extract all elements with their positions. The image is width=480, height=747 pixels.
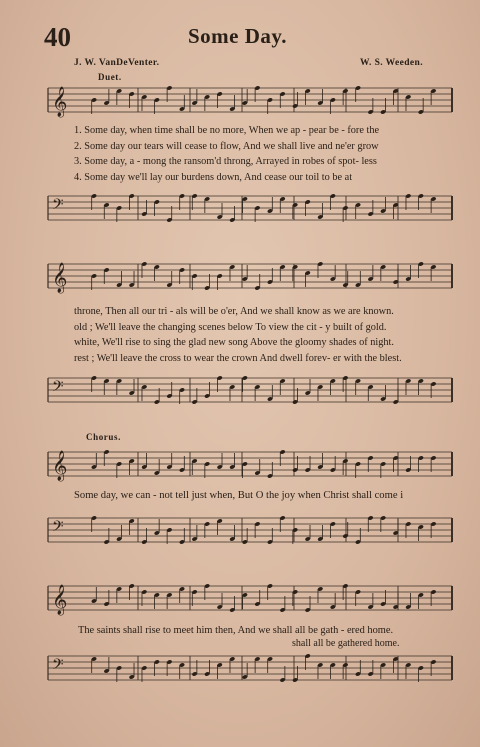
system-2-treble-staff [46,258,454,298]
chorus-lyric-1: Some day, we can - not tell just when, But O the joy when Christ shall come i [74,490,404,501]
verse-block-2 [74,304,402,366]
chorus-lyric-2: The saints shall rise to meet him then, And we shall all be gath - ered home. [78,625,394,636]
system-4-bass-staff [46,650,454,690]
bass-clef-icon: 𝄢 [52,196,64,217]
verse-3-line-b: white, We'll rise to sing the glad new song Above the gloomy shades of night. [74,337,394,348]
verse-1-line-b: throne, Then all our tri - als will be o'er, And we shall know as we are known. [74,306,394,317]
bass-clef-icon: 𝄢 [52,378,64,399]
treble-clef-icon: 𝄞 [52,451,68,481]
chorus-marking: Chorus. [86,432,121,442]
lyricist-credit: J. W. VanDeVenter. [74,58,160,68]
treble-clef-icon: 𝄞 [52,263,68,293]
chorus-echo-lyric: shall all be gathered home. [292,638,400,649]
verse-3-line-a: 3. Some day, a - mong the ransom'd throng, Arrayed in robes of spot- less [74,156,377,167]
system-4-treble-staff [46,580,454,620]
verse-4-line-a: 4. Some day we'll lay our burdens down, And cease our toil to be at [74,171,353,183]
bass-clef-icon: 𝄢 [52,656,64,677]
verse-2-line-a: 2. Some day our tears will cease to flow, And we shall live and ne'er grow [74,140,379,152]
system-1-treble-staff [46,82,454,122]
bass-clef-icon: 𝄢 [52,518,64,539]
verse-1-line-a: 1. Some day, when time shall be no more, When we ap - pear be - fore the [74,125,380,136]
hymn-title: Some Day. [188,24,287,48]
verse-2-line-b: old ; We'll leave the changing scenes below To view the cit - y built of gold. [74,321,387,333]
verse-4-line-b: rest ; We'll leave the cross to wear the crown And dwell forev- er with the blest. [74,352,402,364]
system-3-treble-staff [46,446,454,486]
system-2-bass-staff [46,372,454,412]
verse-block-1 [74,123,379,185]
system-3-bass-staff [46,512,454,552]
composer-credit: W. S. Weeden. [360,58,424,68]
system-1-bass-staff [46,190,454,230]
treble-clef-icon: 𝄞 [52,585,68,615]
duet-marking: Duet. [98,72,122,82]
treble-clef-icon: 𝄞 [52,87,68,117]
page-number: 40 [44,22,71,52]
